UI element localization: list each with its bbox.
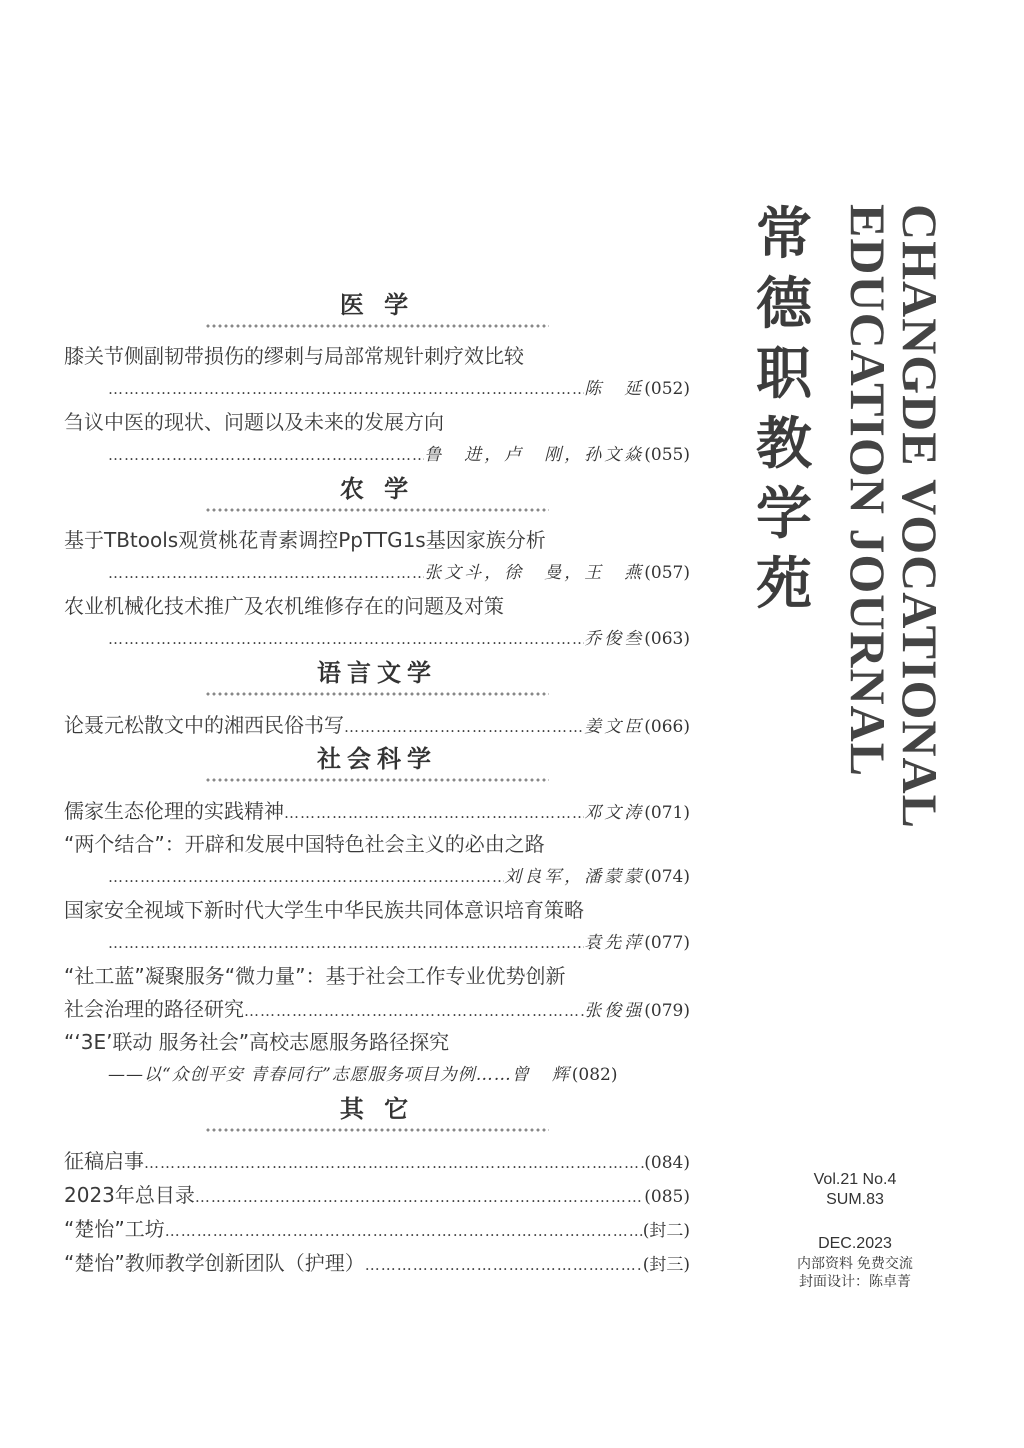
toc-entry[interactable] [64,828,690,894]
issue-info [780,1170,930,1210]
page-number: (084) [644,1153,690,1173]
section-ornament [205,776,549,784]
journal-title-en [842,204,946,829]
dot-leader [195,1180,644,1214]
article-author: 刘良军，潘蒙蒙 [504,867,645,887]
dot-leader [108,860,504,894]
dot-leader [108,622,584,656]
section-literature [64,656,690,742]
article-title: 国家安全视域下新时代大学生中华民族共同体意识培育策略 [64,898,584,922]
article-title: 基于TBtools观赏桃花青素调控PpTTG1s基因家族分析 [64,528,546,552]
article-author: 张文斗，徐 曼，王 燕 [424,563,645,583]
section-agriculture [64,472,690,656]
dot-leader [108,556,424,590]
issue-date-block [780,1234,930,1290]
toc-entry[interactable] [64,794,690,828]
section-ornament [205,1126,549,1134]
article-title: 2023年总目录 [64,1183,195,1207]
toc-entry[interactable] [64,894,690,960]
leader-line [64,1246,690,1280]
section-medicine [64,288,690,472]
leader-line [64,860,690,894]
page-number: (063) [644,629,690,649]
page-number: (057) [644,563,690,583]
article-title: 论聂元松散文中的湘西民俗书写 [64,713,344,737]
section-ornament [205,506,549,514]
article-title: 膝关节侧副韧带损伤的缪刺与局部常规针刺疗效比较 [64,344,524,368]
leader-line [64,1058,690,1092]
dot-leader [108,926,584,960]
article-title: “社工蓝”凝聚服务“微力量”：基于社会工作专业优势创新 [64,964,566,988]
toc-entry[interactable] [64,1026,690,1092]
issue-volume: Vol.21 No.4 [813,1171,897,1188]
section-title: 农 学 [339,475,415,503]
page-number: (071) [644,803,690,823]
article-author: 陈 延 [584,379,645,399]
article-author: 姜文臣 [584,717,645,737]
page-number: (077) [644,933,690,953]
article-title-continued: 社会治理的路径研究 [64,997,244,1021]
dot-leader [344,710,584,744]
toc-entry[interactable] [64,340,690,406]
article-title: “两个结合”：开辟和发展中国特色社会主义的必由之路 [64,832,545,856]
cover-design-credit: 封面设计：陈卓菁 [799,1273,911,1289]
article-author: 张俊强 [584,1001,645,1021]
article-title: “‘3E’联动 服务社会”高校志愿服务路径探究 [64,1030,450,1054]
toc-entry[interactable] [64,1144,690,1178]
leader-line [64,438,690,472]
title-char: 职 [756,342,812,407]
journal-title-en-line2: EDUCATION JOURNAL [840,204,896,778]
leader-line [64,556,690,590]
leader-line [64,794,690,828]
journal-title-en-line1: CHANGDE VOCATIONAL [892,204,948,829]
leader-line [64,1212,690,1246]
article-title: “楚怡”工坊 [64,1217,165,1241]
title-char: 德 [756,272,812,337]
leader-line [64,708,690,742]
leader-line [64,992,690,1026]
title-char: 苑 [756,552,812,617]
leader-line [64,1144,690,1178]
dot-leader [165,1214,643,1248]
page-number: (074) [644,867,690,887]
toc-entry[interactable] [64,524,690,590]
issue-date: DEC.2023 [818,1235,892,1252]
toc-entry[interactable] [64,960,690,1026]
issue-sum: SUM.83 [826,1191,884,1208]
journal-title-cn [752,200,816,620]
article-title: “楚怡”教师教学创新团队（护理） [64,1251,365,1275]
issue-note: 内部资料 免费交流 [797,1255,913,1271]
section-social-science [64,742,690,1092]
page-number: (079) [644,1001,690,1021]
dot-leader [244,994,584,1028]
article-title: 刍议中医的现状、问题以及未来的发展方向 [64,410,444,434]
toc-entry[interactable] [64,590,690,656]
leader-line [64,926,690,960]
table-of-contents [64,288,690,1280]
dot-leader [144,1146,644,1180]
page-number: (085) [644,1187,690,1207]
section-title: 语言文学 [317,659,437,687]
article-author: 乔俊叁 [584,629,645,649]
page-number: (066) [644,717,690,737]
page-number: (052) [644,379,690,399]
title-char: 常 [756,202,812,267]
article-author: 袁先萍 [584,933,645,953]
toc-entry[interactable] [64,708,690,742]
article-author: 曾 辉 [511,1065,572,1085]
section-title: 社会科学 [317,745,437,773]
title-char: 教 [756,412,812,477]
article-title: 征稿启事 [64,1149,144,1173]
page-number: (055) [644,445,690,465]
page-number: (封三) [642,1255,690,1275]
toc-entry[interactable] [64,1246,690,1280]
page-number: (082) [571,1065,618,1085]
toc-entry[interactable] [64,1178,690,1212]
article-title: 农业机械化技术推广及农机维修存在的问题及对策 [64,594,504,618]
section-ornament [205,690,549,698]
section-title: 医 学 [339,291,415,319]
article-subtitle: ——以“众创平安 青春同行”志愿服务项目为例…… [108,1065,512,1085]
section-other [64,1092,690,1280]
leader-line [64,372,690,406]
leader-line [64,1178,690,1212]
dot-leader [365,1248,643,1282]
toc-entry[interactable] [64,1212,690,1246]
section-ornament [205,322,549,330]
article-author: 鲁 进，卢 刚，孙文焱 [424,445,645,465]
page-number: (封二) [642,1221,690,1241]
section-title: 其 它 [339,1095,415,1123]
title-char: 学 [756,482,812,547]
article-author: 邓文涛 [584,803,645,823]
dot-leader [108,372,584,406]
article-title: 儒家生态伦理的实践精神 [64,799,284,823]
dot-leader [284,796,584,830]
toc-entry[interactable] [64,406,690,472]
dot-leader [108,438,424,472]
leader-line [64,622,690,656]
